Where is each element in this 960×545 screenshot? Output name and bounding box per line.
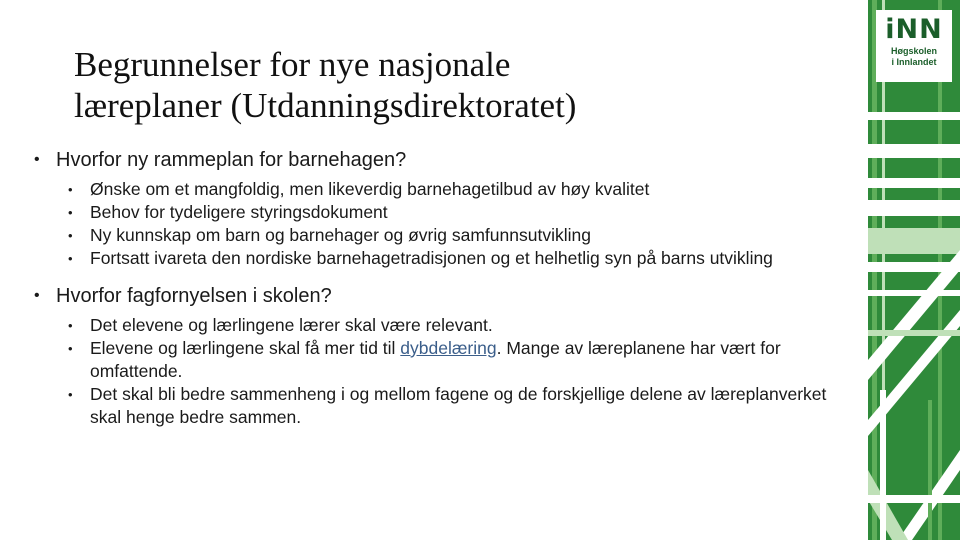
bullet-barnehage-heading: Hvorfor ny rammeplan for barnehagen? <box>56 149 407 171</box>
list-item-text: Ønske om et mangfoldig, men likeverdig barnehagetilbud av høy kvalitet <box>90 179 650 199</box>
list-item-text: Elevene og lærlingene skal få mer tid til <box>90 338 401 358</box>
list-item-text: Behov for tydeligere styringsdokument <box>90 202 388 222</box>
list-item <box>68 224 854 247</box>
bullet-icon: • <box>34 151 40 168</box>
logo-line-2: i Innlandet <box>891 57 937 67</box>
list-item-text: Fortsatt ivareta den nordiske barnehagetradisjonen og et helhetlig syn på barns utvikling <box>90 248 773 268</box>
bullet-icon: • <box>68 182 73 197</box>
bullet-icon: • <box>68 318 73 333</box>
list-item <box>68 247 790 270</box>
list-item-text: . Mange av læreplanene har vært for omfattende. <box>90 338 781 381</box>
list-item <box>68 201 854 224</box>
list-item-text: Ny kunnskap om barn og barnehager og øvrig samfunnsutvikling <box>90 225 591 245</box>
brand-strip <box>868 0 960 540</box>
slide-body <box>34 146 854 429</box>
logo-mark: iNN <box>885 14 943 45</box>
bullet-icon: • <box>68 228 73 243</box>
title-line-2: læreplaner (Utdanningsdirektoratet) <box>74 86 577 125</box>
bullet-icon: • <box>68 387 73 402</box>
list-item-text: Det elevene og lærlingene lærer skal være relevant. <box>90 315 493 335</box>
brand-graphic <box>868 0 960 540</box>
list-item <box>68 178 854 201</box>
bullet-barnehage <box>34 146 854 174</box>
bullet-skole <box>34 282 854 310</box>
bullet-icon: • <box>68 341 73 356</box>
barnehage-reasons <box>68 178 854 270</box>
bullet-skole-heading: Hvorfor fagfornyelsen i skolen? <box>56 285 332 307</box>
logo-line-1: Høgskolen <box>890 46 937 56</box>
list-item <box>68 314 828 337</box>
bullet-icon: • <box>68 205 73 220</box>
logo-text <box>878 14 950 68</box>
list-item-text: Det skal bli bedre sammenheng i og mellom fagene og de forskjellige delene av læreplanverket skal henge bedre sammen. <box>90 384 827 427</box>
slide-title <box>74 44 854 126</box>
list-item <box>68 337 828 383</box>
title-line-1: Begrunnelser for nye nasjonale <box>74 45 511 84</box>
bullet-icon: • <box>34 287 40 304</box>
list-item <box>68 383 828 429</box>
skole-reasons <box>68 314 828 429</box>
bullet-icon: • <box>68 251 73 266</box>
dybdelaering-link[interactable]: dybdelæring <box>400 338 497 358</box>
